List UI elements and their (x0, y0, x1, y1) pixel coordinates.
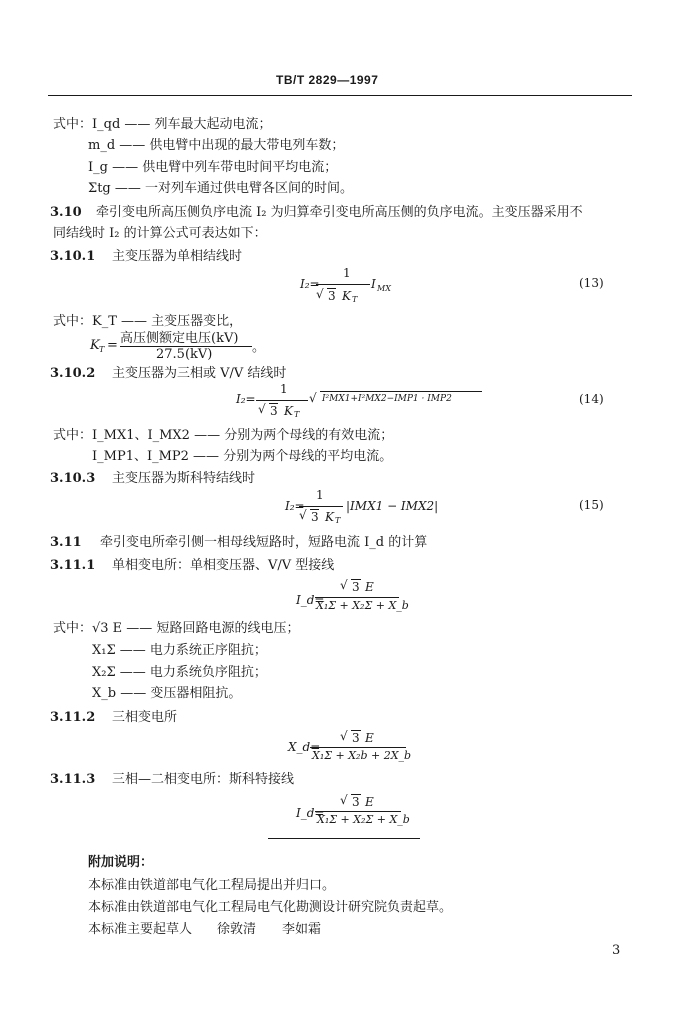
definition-line: 式中：√3 E —— 短路回路电源的线电压； (53, 621, 300, 636)
section-number: 3.11.3 (50, 772, 96, 787)
equation-lhs: I_d= (296, 593, 325, 607)
fraction-denominator: K (342, 289, 351, 303)
fraction-denominator: 27.5(kV) (156, 347, 213, 362)
fraction-numerator: 3 (352, 731, 360, 745)
standard-code-header: TB/T 2829—1997 (276, 73, 379, 87)
section-text: 单相变电所：单相变压器、V/V 型接线 (112, 558, 335, 573)
definition-line: m_d —— 供电臂中出现的最大带电列车数； (88, 138, 345, 153)
definition-line: 式中：K_T —— 主变压器变比， (53, 314, 243, 329)
sqrt-bar (320, 391, 482, 392)
end-rule (268, 838, 420, 839)
section-text: 三相—二相变电所：斯科特接线 (112, 772, 295, 787)
fraction-denominator: 3 (328, 289, 336, 303)
fraction-numerator: E (365, 580, 374, 594)
fraction-denominator: X₁Σ + X₂b + 2X_b (312, 749, 412, 762)
fraction-numerator: 3 (352, 580, 360, 594)
equation-lhs: I₂= (300, 277, 320, 291)
equation-rhs: |IMX1 − IMX2| (346, 499, 439, 513)
equation-lhs: X_d= (288, 740, 321, 754)
section-number: 3.10.2 (50, 366, 96, 381)
equation-lhs: I₂= (236, 392, 256, 406)
radicand: I²MX1+I²MX2−IMP1 · IMP2 (322, 394, 452, 404)
subscript: T (335, 516, 341, 525)
section-text: 牵引变电所高压侧负序电流 I₂ 为归算牵引变电所高压侧的负序电流。主变压器采用不 (96, 205, 583, 220)
fraction-bar (299, 506, 343, 507)
definition-line: 式中：I_MX1、I_MX2 —— 分别为两个母线的有效电流； (53, 428, 394, 443)
header-rule (48, 95, 632, 96)
definition-line: X₁Σ —— 电力系统正序阻抗； (92, 643, 267, 658)
sqrt-symbol: √ (299, 508, 307, 522)
definition-line: I_g —— 供电臂中列车带电时间平均电流； (88, 160, 338, 175)
equation-number: (15) (579, 498, 604, 512)
section-number: 3.11.2 (50, 710, 96, 725)
subscript: T (352, 295, 358, 304)
drafter-name: 徐敦清 (217, 922, 257, 937)
fraction-denominator: 3 (270, 404, 278, 418)
sqrt-symbol: √ (309, 391, 317, 405)
section-text: 主变压器为斯科特结线时 (112, 471, 256, 486)
section-number: 3.10.1 (50, 249, 96, 264)
fraction-bar (315, 811, 401, 812)
fraction-numerator: E (365, 731, 374, 745)
appendix-line: 本标准由铁道部电气化工程局电气化勘测设计研究院负责起草。 (88, 900, 453, 915)
fraction-denominator: X₁Σ + X₂Σ + X_b (316, 599, 409, 612)
fraction-numerator: 3 (352, 795, 360, 809)
section-number: 3.11.1 (50, 558, 96, 573)
definition-line: X_b —— 变压器相阻抗。 (92, 686, 242, 701)
fraction-numerator: 1 (343, 266, 351, 280)
fraction-bar (315, 597, 399, 598)
section-text: 主变压器为单相结线时 (112, 249, 243, 264)
fraction-bar (256, 400, 308, 401)
sqrt-symbol: √ (340, 729, 348, 743)
fraction-denominator: X₁Σ + X₂Σ + X_b (317, 813, 410, 826)
equation-lhs: I_d= (296, 806, 325, 820)
fraction-denominator: K (284, 404, 293, 418)
subscript: T (294, 410, 300, 419)
section-number: 3.10.3 (50, 471, 96, 486)
sqrt-symbol: √ (340, 578, 348, 592)
equation-lhs: K (90, 338, 100, 353)
subscript: MX (377, 284, 391, 293)
fraction-denominator: K (325, 510, 334, 524)
definition-line: X₂Σ —— 电力系统负序阻抗； (92, 665, 267, 680)
fraction-numerator: 1 (280, 382, 288, 396)
fraction-denominator: 3 (311, 510, 319, 524)
drafter-name: 李如霜 (282, 922, 322, 937)
appendix-title: 附加说明： (88, 855, 154, 870)
equation-number: (14) (579, 392, 604, 406)
equation-lhs: I₂= (285, 499, 305, 513)
subscript: T (99, 345, 105, 354)
terminal-punctuation: 。 (252, 340, 266, 355)
fraction-bar (316, 284, 370, 285)
equals-sign: = (107, 338, 118, 353)
sqrt-symbol: √ (316, 287, 324, 301)
section-text: 同结线时 I₂ 的计算公式可表达如下： (53, 226, 267, 241)
equation-rhs: I (371, 277, 376, 291)
fraction-bar (310, 747, 406, 748)
appendix-line: 本标准由铁道部电气化工程局提出并归口。 (88, 878, 336, 893)
definition-line: I_MP1、I_MP2 —— 分别为两个母线的平均电流。 (92, 449, 393, 464)
appendix-line: 本标准主要起草人 (88, 922, 193, 937)
fraction-numerator: 高压侧额定电压(kV) (120, 331, 239, 346)
section-number: 3.10 (50, 205, 82, 220)
equation-number: (13) (579, 276, 604, 290)
definition-line: 式中：I_qd —— 列车最大起动电流； (53, 117, 272, 132)
definition-line: Σtg —— 一对列车通过供电臂各区间的时间。 (88, 181, 354, 196)
section-number: 3.11 (50, 535, 82, 550)
section-text: 牵引变电所牵引侧一相母线短路时，短路电流 I_d 的计算 (100, 535, 428, 550)
sqrt-symbol: √ (258, 402, 266, 416)
page-number: 3 (612, 943, 621, 958)
section-text: 三相变电所 (112, 710, 178, 725)
section-text: 主变压器为三相或 V/V 结线时 (112, 366, 287, 381)
sqrt-symbol: √ (340, 793, 348, 807)
fraction-numerator: E (365, 795, 374, 809)
fraction-numerator: 1 (316, 488, 324, 502)
